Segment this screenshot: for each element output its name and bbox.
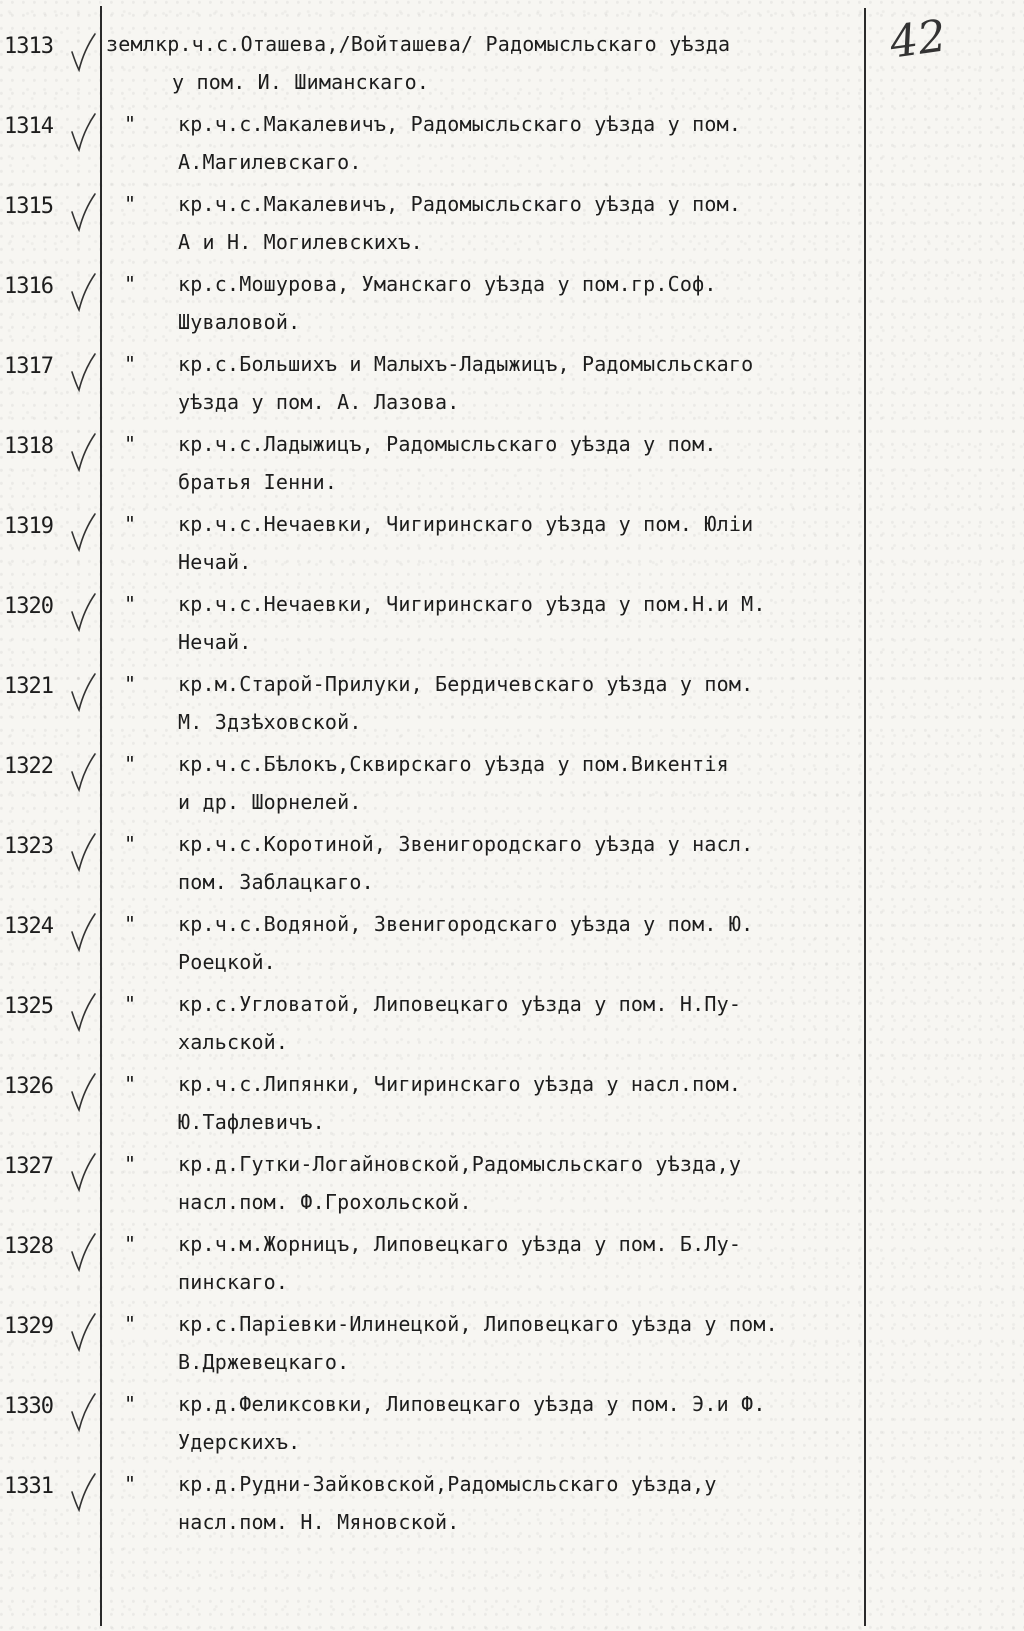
checkmark-icon [68,990,98,1034]
entry-number: 1327 [4,1154,53,1179]
ditto-mark: " [124,192,137,216]
entry-list [0,28,1024,1548]
entry-number: 1324 [4,914,53,939]
entry-text-line-1: кр.с.Угловатой, Липовецкаго уѣзда у пом. Н.Пу- [178,992,742,1016]
entry-text-line-1: кр.с.Парiевки-Илинецкой, Липовецкаго уѣзда у пом. [178,1312,778,1336]
list-item [0,108,1024,188]
list-item [0,668,1024,748]
checkmark-icon [68,30,98,74]
entry-number: 1326 [4,1074,53,1099]
checkmark-icon [68,750,98,794]
entry-number: 1322 [4,754,53,779]
entry-text-line-2: Шуваловой. [178,310,301,334]
list-item [0,908,1024,988]
entry-text-line-2: В.Држевецкаго. [178,1350,350,1374]
entry-text-line-1: землкр.ч.с.Оташева,/Войташева/ Радомысльскаго уѣзда [106,32,731,56]
checkmark-icon [68,590,98,634]
checkmark-icon [68,350,98,394]
list-item [0,748,1024,828]
list-item [0,988,1024,1068]
list-item [0,508,1024,588]
ditto-mark: " [124,352,137,376]
entry-number: 1315 [4,194,53,219]
list-item [0,1068,1024,1148]
ditto-mark: " [124,432,137,456]
entry-text-line-1: кр.д.Рудни-Зайковской,Радомысльскаго уѣзда,у [178,1472,717,1496]
list-item [0,1388,1024,1468]
ditto-mark: " [124,992,137,1016]
ditto-mark: " [124,1392,137,1416]
ditto-mark: " [124,832,137,856]
entry-number: 1320 [4,594,53,619]
list-item [0,1228,1024,1308]
ditto-mark: " [124,752,137,776]
entry-text-line-1: кр.с.Большихъ и Малыхъ-Ладыжицъ, Радомысльскаго [178,352,754,376]
checkmark-icon [68,270,98,314]
entry-number: 1329 [4,1314,53,1339]
ditto-mark: " [124,1472,137,1496]
entry-number: 1313 [4,34,53,59]
checkmark-icon [68,670,98,714]
entry-text-line-1: кр.ч.с.Коротиной, Звенигородскаго уѣзда у насл. [178,832,754,856]
entry-text-line-2: пинскаго. [178,1270,289,1294]
checkmark-icon [68,830,98,874]
checkmark-icon [68,510,98,554]
entry-number: 1331 [4,1474,53,1499]
entry-number: 1316 [4,274,53,299]
entry-number: 1330 [4,1394,53,1419]
entry-text-line-2: и др. Шорнелей. [178,790,362,814]
entry-text-line-2: насл.пом. Ф.Грохольской. [178,1190,472,1214]
list-item [0,1468,1024,1548]
checkmark-icon [68,110,98,154]
entry-text-line-2: Нечай. [178,630,252,654]
entry-text-line-2: Ю.Тафлевичъ. [178,1110,325,1134]
ditto-mark: " [124,512,137,536]
entry-text-line-1: кр.ч.с.Нечаевки, Чигиринскаго уѣзда у пом. Юліи [178,512,754,536]
checkmark-icon [68,1230,98,1274]
entry-number: 1323 [4,834,53,859]
entry-text-line-1: кр.с.Мошурова, Уманскаго уѣзда у пом.гр.Соф. [178,272,717,296]
entry-text-line-2: М. Здзѣховской. [178,710,362,734]
checkmark-icon [68,1310,98,1354]
entry-number: 1314 [4,114,53,139]
ditto-mark: " [124,1232,137,1256]
ditto-mark: " [124,672,137,696]
checkmark-icon [68,910,98,954]
entry-text-line-2: Удерскихъ. [178,1430,301,1454]
entry-text-line-1: кр.д.Феликсовки, Липовецкаго уѣзда у пом. Э.и Ф. [178,1392,766,1416]
ditto-mark: " [124,1152,137,1176]
list-item [0,268,1024,348]
entry-number: 1317 [4,354,53,379]
entry-text-line-1: кр.ч.с.Липянки, Чигиринскаго уѣзда у насл.пом. [178,1072,742,1096]
ditto-mark: " [124,1072,137,1096]
list-item [0,428,1024,508]
entry-text-line-1: кр.д.Гутки-Логайновской,Радомысльскаго уѣзда,у [178,1152,742,1176]
ditto-mark: " [124,592,137,616]
entry-text-line-2: Роецкой. [178,950,276,974]
entry-number: 1319 [4,514,53,539]
checkmark-icon [68,1150,98,1194]
entry-text-line-2: у пом. И. Шиманскаго. [172,70,430,94]
entry-text-line-2: пом. Заблацкаго. [178,870,374,894]
entry-text-line-1: кр.м.Старой-Прилуки, Бердичевскаго уѣзда у пом. [178,672,754,696]
ditto-mark: " [124,1312,137,1336]
ditto-mark: " [124,112,137,136]
checkmark-icon [68,1070,98,1114]
list-item [0,1148,1024,1228]
list-item [0,348,1024,428]
checkmark-icon [68,1470,98,1514]
entry-text-line-1: кр.ч.с.Бѣлокъ,Сквирскаго уѣзда у пом.Викентія [178,752,729,776]
entry-text-line-1: кр.ч.с.Макалевичъ, Радомысльскаго уѣзда у пом. [178,112,742,136]
list-item [0,828,1024,908]
entry-number: 1325 [4,994,53,1019]
entry-text-line-2: насл.пом. Н. Мяновской. [178,1510,460,1534]
entry-text-line-2: хальской. [178,1030,289,1054]
entry-text-line-1: кр.ч.с.Водяной, Звенигородскаго уѣзда у пом. Ю. [178,912,754,936]
entry-text-line-2: уѣзда у пом. А. Лазова. [178,390,460,414]
handwritten-page-number: 42 [886,10,950,69]
ditto-mark: " [124,912,137,936]
checkmark-icon [68,190,98,234]
list-item [0,28,1024,108]
list-item [0,588,1024,668]
entry-text-line-1: кр.ч.с.Ладыжицъ, Радомысльскаго уѣзда у пом. [178,432,717,456]
entry-text-line-1: кр.ч.м.Жорницъ, Липовецкаго уѣзда у пом. Б.Лу- [178,1232,742,1256]
list-item [0,188,1024,268]
entry-text-line-2: братья Іенни. [178,470,338,494]
entry-text-line-1: кр.ч.с.Макалевичъ, Радомысльскаго уѣзда у пом. [178,192,742,216]
entry-text-line-2: Нечай. [178,550,252,574]
entry-text-line-2: А и Н. Могилевскихъ. [178,230,423,254]
entry-text-line-2: А.Магилевскаго. [178,150,362,174]
entry-text-line-1: кр.ч.с.Нечаевки, Чигиринскаго уѣзда у пом.Н.и М. [178,592,766,616]
entry-number: 1318 [4,434,53,459]
checkmark-icon [68,1390,98,1434]
checkmark-icon [68,430,98,474]
ditto-mark: " [124,272,137,296]
entry-number: 1321 [4,674,53,699]
list-item [0,1308,1024,1388]
entry-number: 1328 [4,1234,53,1259]
